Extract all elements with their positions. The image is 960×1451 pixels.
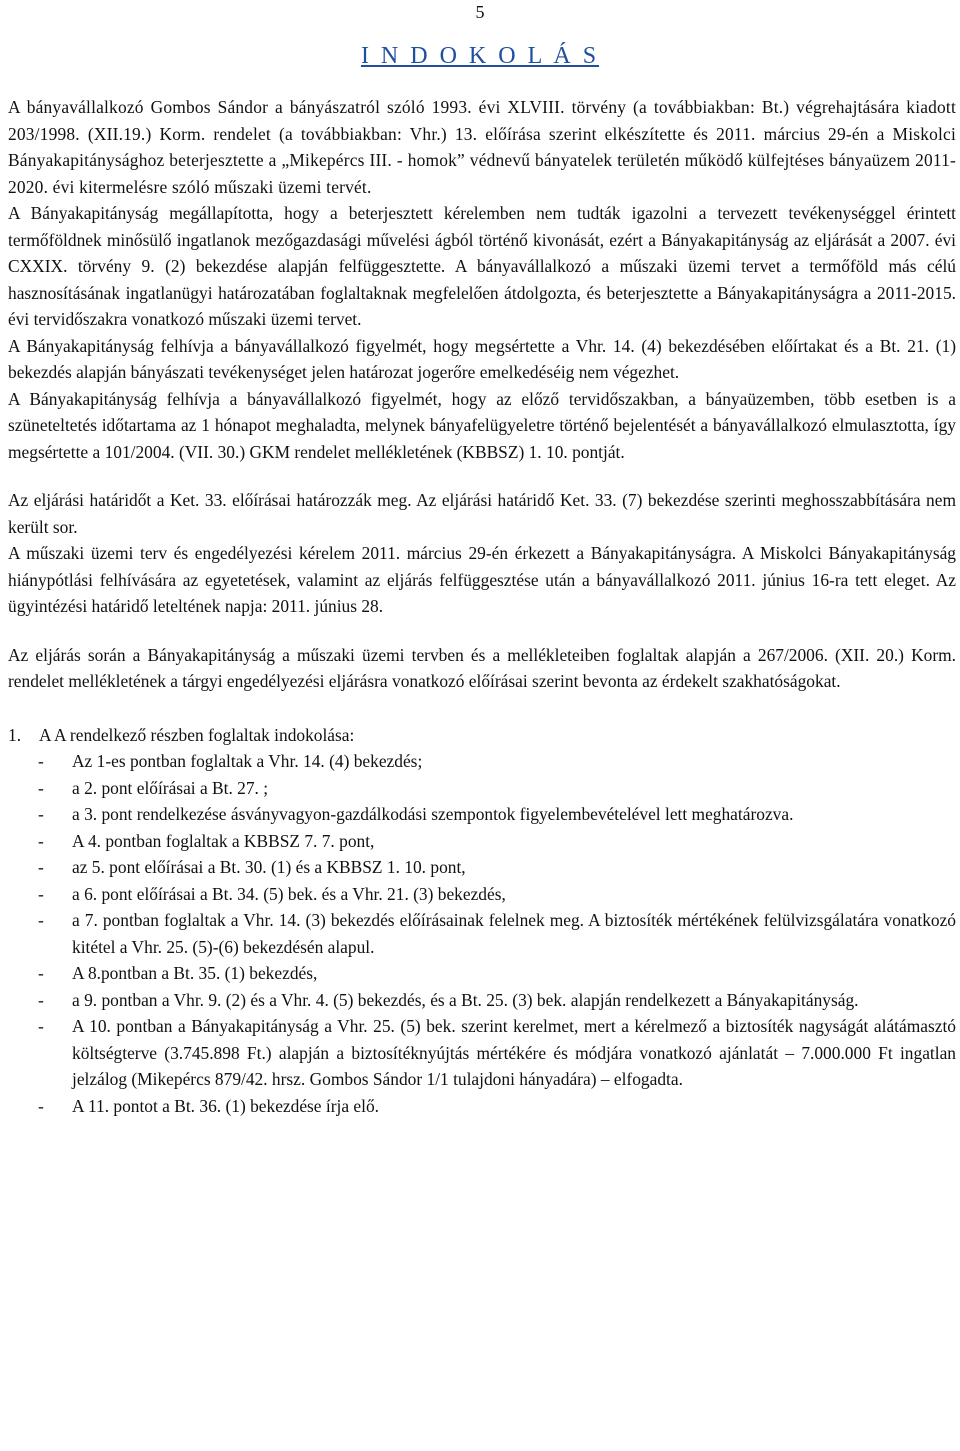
list-item-text: Az 1-es pontban foglaltak a Vhr. 14. (4) bekezdés;	[72, 751, 423, 771]
page-number: 5	[475, 2, 485, 22]
paragraph-violation-notice: A Bányakapitányság felhívja a bányavállalkozó figyelmét, hogy megsértette a Vhr. 14. (4) bekezdésében előírtakat és a Bt. 21. (1) bekezdés alapján bányászati tevékenységet jelen határozat jogerőre emelkedéséig nem végezhet.	[8, 335, 956, 382]
dash-bullet: -	[38, 857, 44, 877]
dash-bullet: -	[38, 883, 44, 904]
dash-bullet: -	[38, 963, 44, 983]
dash-bullet: -	[38, 1016, 44, 1036]
dash-bullet: -	[38, 1095, 44, 1116]
list-heading	[8, 722, 956, 749]
spacer	[8, 695, 956, 722]
list-item	[8, 1093, 956, 1120]
list-item-text: a 7. pontban foglaltak a Vhr. 14. (3) bekezdés előírásainak felelnek meg. A biztosíték mértékének felülvizsgálatára vonatkozó kitétel a Vhr. 25. (5)-(6) bekezdésén alapul.	[72, 910, 956, 957]
dash-bullet: -	[38, 989, 44, 1010]
list-item-text: a 6. pont előírásai a Bt. 34. (5) bek. és a Vhr. 21. (3) bekezdés,	[72, 883, 506, 904]
dash-bullet: -	[38, 751, 44, 771]
list-item-text: a 9. pontban a Vhr. 9. (2) és a Vhr. 4. (5) bekezdés, és a Bt. 25. (3) bek. alapján rendelkezett a Bányakapitányság.	[72, 989, 859, 1010]
paragraph-authorities: Az eljárás során a Bányakapitányság a műszaki üzemi tervben és a mellékleteiben foglaltak alapján a 267/2006. (XII. 20.) Korm. rendelet mellékletének a tárgyi engedélyezési eljárásra vonatkozó előírásai szerint bevonta az érdekelt szakhatóságokat.	[8, 644, 956, 691]
list-heading-text: A A rendelkező részben foglaltak indokolása:	[39, 724, 355, 745]
document-body	[8, 94, 956, 1119]
list-item-text: az 5. pont előírásai a Bt. 30. (1) és a KBBSZ 1. 10. pont,	[72, 857, 466, 877]
list-item	[8, 881, 956, 908]
list-item-text: A 8.pontban a Bt. 35. (1) bekezdés,	[72, 963, 318, 983]
list-item	[8, 854, 956, 881]
list-number: 1.	[8, 724, 22, 745]
spacer	[8, 620, 956, 642]
dash-bullet: -	[38, 910, 44, 930]
list-item-text: A 11. pontot a Bt. 36. (1) bekezdése írja elő.	[72, 1095, 379, 1116]
list-item	[8, 960, 956, 987]
list-item	[8, 987, 956, 1014]
list-item	[8, 748, 956, 775]
list-item	[8, 801, 956, 828]
paragraph-submission: A műszaki üzemi terv és engedélyezési kérelem 2011. március 29-én érkezett a Bányakapitányságra. A Miskolci Bányakapitányság hiánypótlási felhívására az egyetetések, valamint az eljárás felfüggesztése után a bányavállalkozó 2011. június 16-ra tett eleget. Az ügyintézési határidő leteltének napja: 2011. június 28.	[8, 543, 956, 616]
paragraph-deadline: Az eljárási határidőt a Ket. 33. előírásai határozzák meg. Az eljárási határidő Ket. 33. (7) bekezdése szerinti meghosszabbítására nem került sor.	[8, 490, 956, 537]
dash-bullet: -	[38, 804, 44, 824]
list-item	[8, 828, 956, 855]
spacer	[8, 465, 956, 487]
list-item-text: a 3. pont rendelkezése ásványvagyon-gazdálkodási szempontok figyelembevételével lett meghatározva.	[72, 804, 794, 824]
list-item	[8, 907, 956, 960]
dash-bullet: -	[38, 777, 44, 798]
list-item-text: a 2. pont előírásai a Bt. 27. ;	[72, 777, 269, 798]
list-item-text: A 4. pontban foglaltak a KBBSZ 7. 7. pont,	[72, 830, 375, 851]
list-item-text: A 10. pontban a Bányakapitányság a Vhr. 25. (5) bek. szerint kerelmet, mert a kérelmező a biztosíték nagyságát alátámasztó költségterve (3.745.898 Ft.) alapján a biztosítéknyújtás mértékére és módjára vonatkozó ajánlatát – 7.000.000 Ft ingatlan jelzálog (Mikepércs 879/42. hrsz. Gombos Sándor 1/1 tulajdoni hányadára) – elfogadta.	[72, 1016, 956, 1089]
paragraph-intro: A bányavállalkozó Gombos Sándor a bányászatról szóló 1993. évi XLVIII. törvény (a továbbiakban: Bt.) végrehajtására kiadott 203/1998. (XII.19.) Korm. rendelet (a továbbiakban: Vhr.) 13. előírása szerint elkészítette és 2011. március 29-én a Miskolci Bányakapitánysághoz beterjesztette a „Mikepércs III. - homok” védnevű bányatelek területén működő külfejtéses bányaüzem 2011-2020. évi kitermelésre szóló műszaki üzemi tervét.	[8, 97, 956, 197]
list-item	[8, 775, 956, 802]
dash-bullet: -	[38, 830, 44, 851]
list-item	[8, 1013, 956, 1093]
paragraph-suspension: A Bányakapitányság megállapította, hogy a beterjesztett kérelemben nem tudták igazolni a tervezett tevékenységgel érintett termőföldnek minősülő ingatlanok mezőgazdasági művelési ágból történő kivonását, ezért a Bányakapitányság az eljárását a 2007. évi CXXIX. törvény 9. (2) bekezdése alapján felfüggesztette. A bányavállalkozó a műszaki üzemi tervet a termőföld más célú hasznosításának ingatlanügyi határozatában foglaltaknak megfelelően átdolgozta, és beterjesztette a Bányakapitányságra a 2011-2015. évi tervidőszakra vonatkozó műszaki üzemi tervet.	[8, 203, 956, 329]
document-title: I N D O K O L Á S	[360, 43, 600, 69]
paragraph-suspension-notice: A Bányakapitányság felhívja a bányavállalkozó figyelmét, hogy az előző tervidőszakban, a bányaüzemben, több esetben is a szüneteltetés időtartama az 1 hónapot meghaladta, melynek bányafelügyeletre történő bejelentését a bányavállalkozó elmulasztotta, így megsértette a 101/2004. (VII. 30.) GKM rendelet mellékletének (KBBSZ) 1. 10. pontját.	[8, 388, 956, 462]
